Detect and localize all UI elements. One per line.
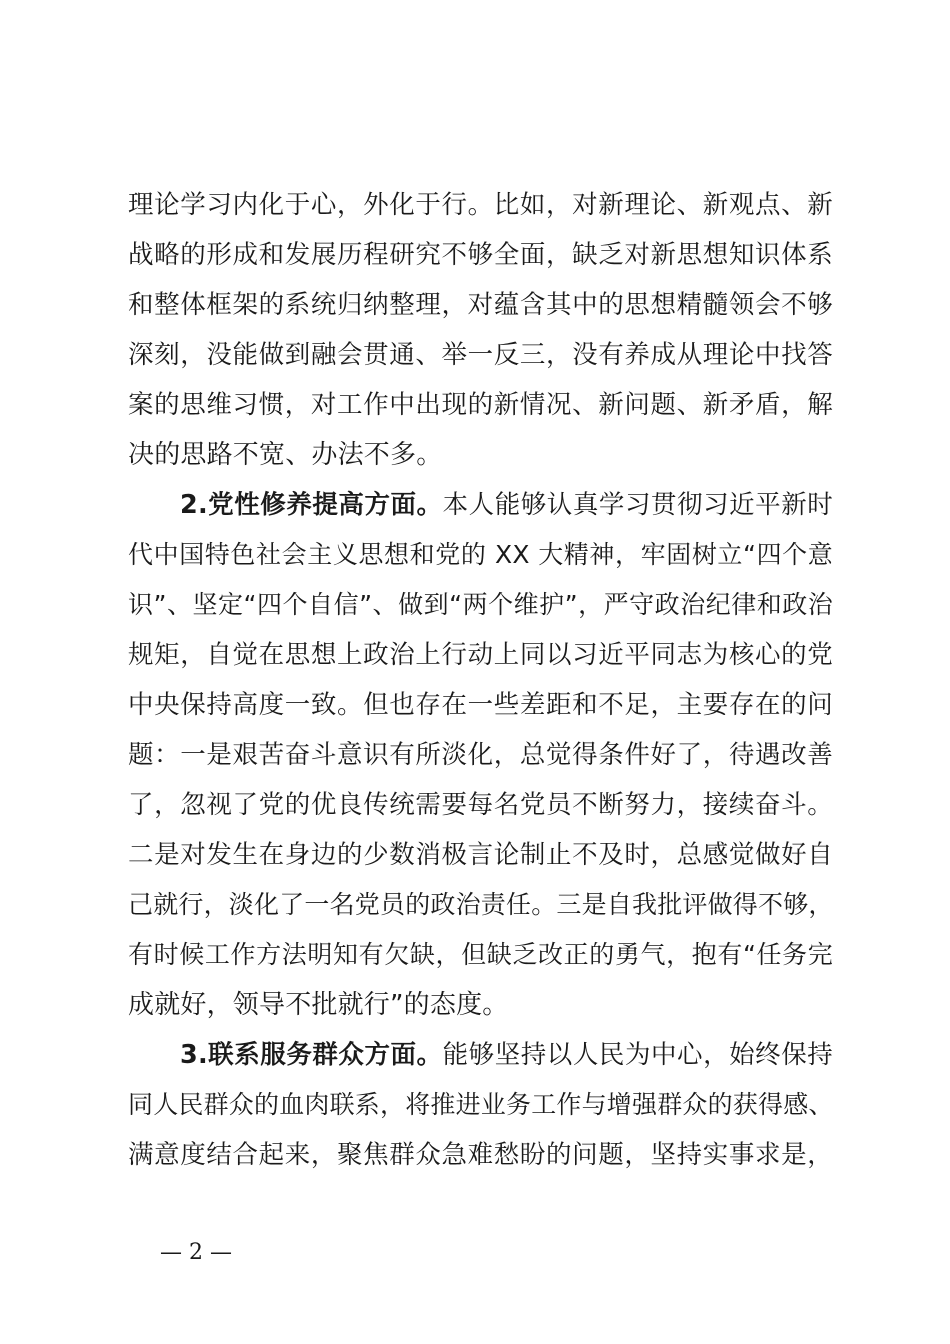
text-line: 战略的形成和发展历程研究不够全面，缺乏对新思想知识体系	[128, 240, 833, 270]
text-line: 和整体框架的系统归纳整理，对蕴含其中的思想精髓领会不够	[128, 290, 833, 320]
text-line: 规矩，自觉在思想上政治上行动上同以习近平同志为核心的党	[128, 640, 833, 670]
text-line: 二是对发生在身边的少数消极言论制止不及时，总感觉做好自	[128, 840, 833, 870]
text-line: 成就好，领导不批就行”的态度。	[128, 990, 509, 1020]
text-line: 深刻，没能做到融会贯通、举一反三，没有养成从理论中找答	[128, 340, 833, 370]
text-line: 了，忽视了党的优良传统需要每名党员不断努力，接续奋斗。	[128, 790, 833, 820]
text-line: 识”、坚定“四个自信”、做到“两个维护”，严守政治纪律和政治	[128, 590, 833, 619]
text-line: 决的思路不宽、办法不多。	[128, 440, 443, 470]
body-text	[128, 180, 833, 1180]
section-heading: 3.联系服务群众方面。	[180, 1040, 443, 1070]
text-line: 己就行，淡化了一名党员的政治责任。三是自我批评做得不够，	[128, 890, 834, 919]
section-heading: 2.党性修养提高方面。	[180, 490, 443, 520]
text-run: 能够坚持以人民为中心，始终保持	[442, 1040, 833, 1070]
text-line: 中央保持高度一致。但也存在一些差距和不足，主要存在的问	[128, 690, 833, 720]
page-number: — 2 —	[160, 1240, 232, 1265]
text-line: 同人民群众的血肉联系，将推进业务工作与增强群众的获得感、	[128, 1090, 834, 1119]
text-line: 有时候工作方法明知有欠缺，但缺乏改正的勇气，抱有“任务完	[128, 940, 833, 969]
text-line: 题：一是艰苦奋斗意识有所淡化，总觉得条件好了，待遇改善	[128, 740, 833, 770]
text-line: 理论学习内化于心，外化于行。比如，对新理论、新观点、新	[128, 190, 833, 220]
text-run: 本人能够认真学习贯彻习近平新时	[442, 490, 833, 520]
text-line: 满意度结合起来，聚焦群众急难愁盼的问题，坚持实事求是，	[128, 1140, 833, 1170]
paragraph-first-line	[128, 1030, 833, 1080]
paragraph-first-line	[128, 480, 833, 530]
text-line: 代中国特色社会主义思想和党的 XX 大精神，牢固树立“四个意	[128, 540, 833, 569]
text-line: 案的思维习惯，对工作中出现的新情况、新问题、新矛盾，解	[128, 390, 833, 420]
